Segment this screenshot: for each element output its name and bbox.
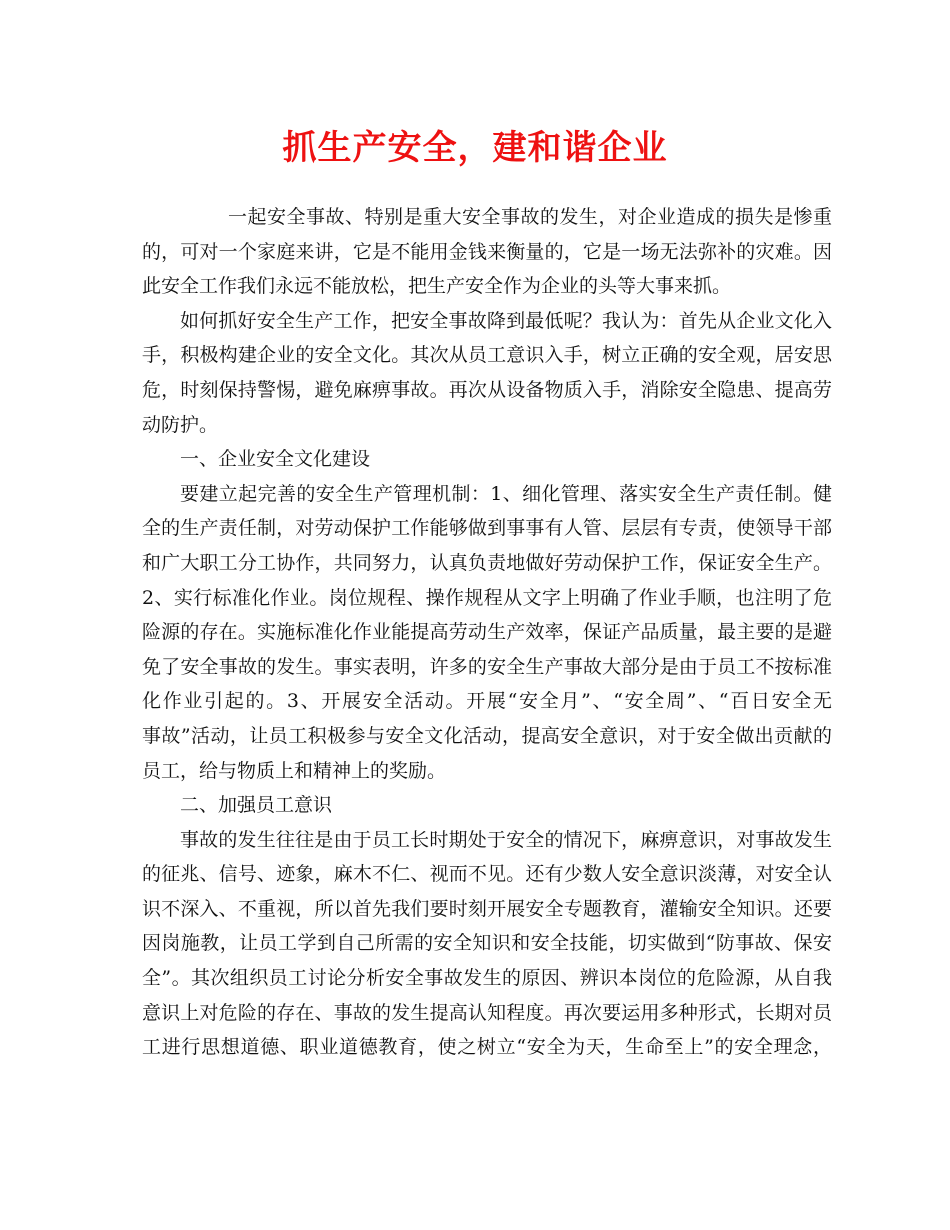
paragraph-line: 化作业引起的。3、开展安全活动。开展“安全月”、“安全周”、“百日安全无 (142, 690, 832, 713)
paragraph-line: 此安全工作我们永远不能放松，把生产安全作为企业的头等大事来抓。 (142, 275, 732, 298)
document-title: 抓生产安全，建和谐企业 (282, 128, 668, 168)
paragraph-line: 动防护。 (142, 413, 219, 436)
paragraph-line: 员工，给与物质上和精神上的奖励。 (142, 759, 447, 782)
paragraph-line: 险源的存在。实施标准化作业能提高劳动生产效率，保证产品质量，最主要的是避 (142, 621, 832, 644)
paragraph-line: 危，时刻保持警惕，避免麻痹事故。再次从设备物质入手，消除安全隐患、提高劳 (142, 378, 832, 401)
section-heading-1: 一、企业安全文化建设 (180, 448, 371, 471)
paragraph-line: 如何抓好安全生产工作，把安全事故降到最低呢？我认为：首先从企业文化入 (180, 309, 832, 332)
paragraph-line: 2、实行标准化作业。岗位规程、操作规程从文字上明确了作业手顺，也注明了危 (142, 586, 832, 609)
paragraph-line: 一起安全事故、特别是重大安全事故的发生，对企业造成的损失是惨重 (228, 206, 832, 228)
document-body (142, 200, 832, 1065)
paragraph-line: 识不深入、不重视，所以首先我们要时刻开展安全专题教育，灌输安全知识。还要 (142, 897, 832, 920)
paragraph-line: 事故”活动，让员工积极参与安全文化活动，提高安全意识，对于安全做出贡献的 (142, 724, 832, 747)
paragraph-line: 工进行思想道德、职业道德教育，使之树立“安全为天，生命至上”的安全理念， (142, 1036, 832, 1059)
paragraph-line: 要建立起完善的安全生产管理机制：1、细化管理、落实安全生产责任制。健 (180, 482, 832, 505)
section-heading-2: 二、加强员工意识 (180, 794, 333, 817)
paragraph-line: 免了安全事故的发生。事实表明，许多的安全生产事故大部分是由于员工不按标准 (142, 655, 832, 678)
paragraph-line: 因岗施教，让员工学到自己所需的安全知识和安全技能，切实做到“防事故、保安 (142, 932, 832, 955)
paragraph-line: 的征兆、信号、迹象，麻木不仁、视而不见。还有少数人安全意识淡薄，对安全认 (142, 863, 832, 886)
paragraph-line: 和广大职工分工协作，共同努力，认真负责地做好劳动保护工作，保证安全生产。 (142, 551, 832, 574)
paragraph-line: 全”。其次组织员工讨论分析安全事故发生的原因、辨识本岗位的危险源，从自我 (142, 967, 832, 990)
paragraph-line: 全的生产责任制，对劳动保护工作能够做到事事有人管、层层有专责，使领导干部 (142, 517, 832, 540)
paragraph-line: 意识上对危险的存在、事故的发生提高认知程度。再次要运用多种形式，长期对员 (142, 1001, 832, 1024)
paragraph-line: 的，可对一个家庭来讲，它是不能用金钱来衡量的，它是一场无法弥补的灾难。因 (142, 240, 832, 263)
paragraph-line: 手，积极构建企业的安全文化。其次从员工意识入手，树立正确的安全观，居安思 (142, 344, 832, 367)
paragraph-line: 事故的发生往往是由于员工长时期处于安全的情况下，麻痹意识，对事故发生 (180, 828, 832, 851)
